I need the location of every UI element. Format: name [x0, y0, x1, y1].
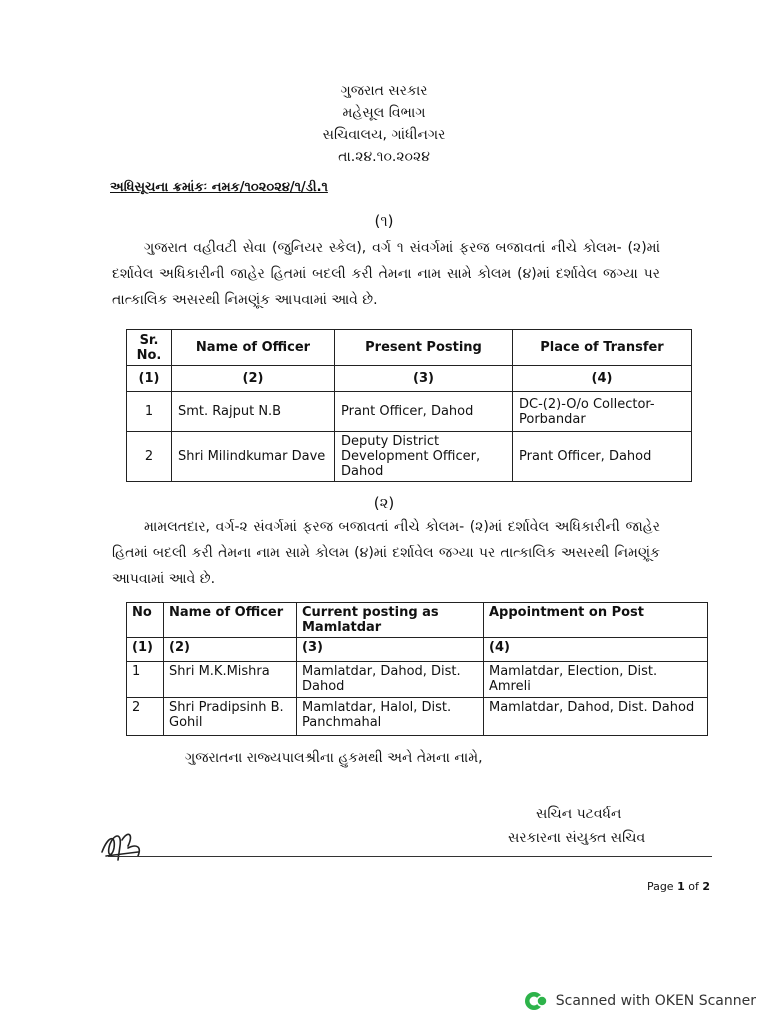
col-header-place-of-transfer: Place of Transfer: [513, 330, 692, 366]
col-header-sr-no: Sr. No.: [127, 330, 172, 366]
page-number: [647, 880, 710, 893]
cell-current-posting: Mamlatdar, Halol, Dist. Panchmahal: [297, 698, 484, 736]
col-header-current-posting: Current posting as Mamlatdar: [297, 603, 484, 638]
cell-present-posting: Deputy District Development Officer, Dahod: [335, 432, 513, 482]
table-row: [127, 662, 708, 698]
table-col-number-row: [127, 638, 708, 662]
scanner-watermark: [524, 990, 756, 1012]
section-2-number: (૨): [373, 494, 395, 512]
table-row: [127, 698, 708, 736]
page-of: of: [684, 880, 703, 893]
cell-no: 1: [127, 662, 164, 698]
cell-officer-name: Shri Pradipsinh B. Gohil: [164, 698, 297, 736]
cell-current-posting: Mamlatdar, Dahod, Dist. Dahod: [297, 662, 484, 698]
section-1-paragraph: ગુજરાત વહીવટી સેવા (જુનિયર સ્કેલ), વર્ગ ૧ સંવર્ગમાં ફરજ બજાવતાં નીચે કોલમ- (૨)માં દર્શાવેલ અધિકારીની જાહેર હિતમાં બદલી કરી તેમના નામ સામે કોલમ (૪)માં દર્શાવેલ જગ્યા પર તાત્કાલિક અસરથી નિમણૂંક આપવામાં આવે છે.: [112, 240, 660, 308]
table-header-row: [127, 603, 708, 638]
govt-name: ગુજરાત સરકાર: [340, 83, 428, 99]
transfer-table-1: [126, 329, 692, 482]
col-header-appointment: Appointment on Post: [484, 603, 708, 638]
notification-number: અધિસૂચના ક્રમાંકઃ નમક/૧૦૨૦૨૪/૧/ડી.૧: [110, 180, 328, 195]
cell-officer-name: Smt. Rajput N.B: [172, 392, 335, 432]
oken-scanner-logo-icon: [524, 990, 548, 1012]
section-1-number: (૧): [374, 212, 394, 230]
col-number: (4): [513, 366, 692, 392]
col-number: (1): [127, 638, 164, 662]
cell-present-posting: Prant Officer, Dahod: [335, 392, 513, 432]
handwritten-initial-signature: [98, 826, 160, 866]
table-header-row: [127, 330, 692, 366]
col-header-present-posting: Present Posting: [335, 330, 513, 366]
document-date: તા.૨૪.૧૦.૨૦૨૪: [338, 149, 430, 165]
section-2-paragraph: મામલતદાર, વર્ગ-૨ સંવર્ગમાં ફરજ બજાવતાં નીચે કોલમ- (૨)માં દર્શાવેલ અધિકારીની જાહેર હિતમાં બદલી કરી તેમના નામ સામે કોલમ (૪)માં દર્શાવેલ જગ્યા પર તાત્કાલિક અસરથી નિમણૂંક આપવામાં આવે છે.: [112, 519, 660, 587]
table-row: [127, 392, 692, 432]
transfer-table-2: [126, 602, 708, 736]
page-prefix: Page: [646, 880, 678, 893]
col-header-name: Name of Officer: [172, 330, 335, 366]
signatory-name: સચિન પટવર્ધન: [536, 806, 622, 822]
col-number: (1): [127, 366, 172, 392]
col-number: (3): [297, 638, 484, 662]
col-header-no: No: [127, 603, 164, 638]
page-current: 1: [677, 880, 685, 893]
department-name: મહેસૂલ વિભાગ: [342, 105, 426, 121]
office-address: સચિવાલય, ગાંધીનગર: [322, 127, 446, 143]
cell-sr-no: 2: [127, 432, 172, 482]
cell-appointment: Mamlatdar, Election, Dist. Amreli: [484, 662, 708, 698]
footer-divider: [108, 856, 712, 857]
col-header-name: Name of Officer: [164, 603, 297, 638]
cell-officer-name: Shri Milindkumar Dave: [172, 432, 335, 482]
cell-officer-name: Shri M.K.Mishra: [164, 662, 297, 698]
cell-place-of-transfer: DC-(2)-O/o Collector-Porbandar: [513, 392, 692, 432]
scanner-label: Scanned with OKEN Scanner: [555, 993, 756, 1009]
cell-sr-no: 1: [127, 392, 172, 432]
closing-line: ગુજરાતના રાજ્યપાલશ્રીના હુકમથી અને તેમના નામે,: [185, 750, 483, 766]
table-col-number-row: [127, 366, 692, 392]
cell-appointment: Mamlatdar, Dahod, Dist. Dahod: [484, 698, 708, 736]
col-number: (2): [172, 366, 335, 392]
cell-no: 2: [127, 698, 164, 736]
col-number: (3): [335, 366, 513, 392]
col-number: (4): [484, 638, 708, 662]
page-total: 2: [702, 880, 710, 893]
table-row: [127, 432, 692, 482]
col-number: (2): [164, 638, 297, 662]
cell-place-of-transfer: Prant Officer, Dahod: [513, 432, 692, 482]
document-header: [0, 80, 768, 168]
signatory-designation: સરકારના સંયુક્ત સચિવ: [508, 830, 646, 846]
